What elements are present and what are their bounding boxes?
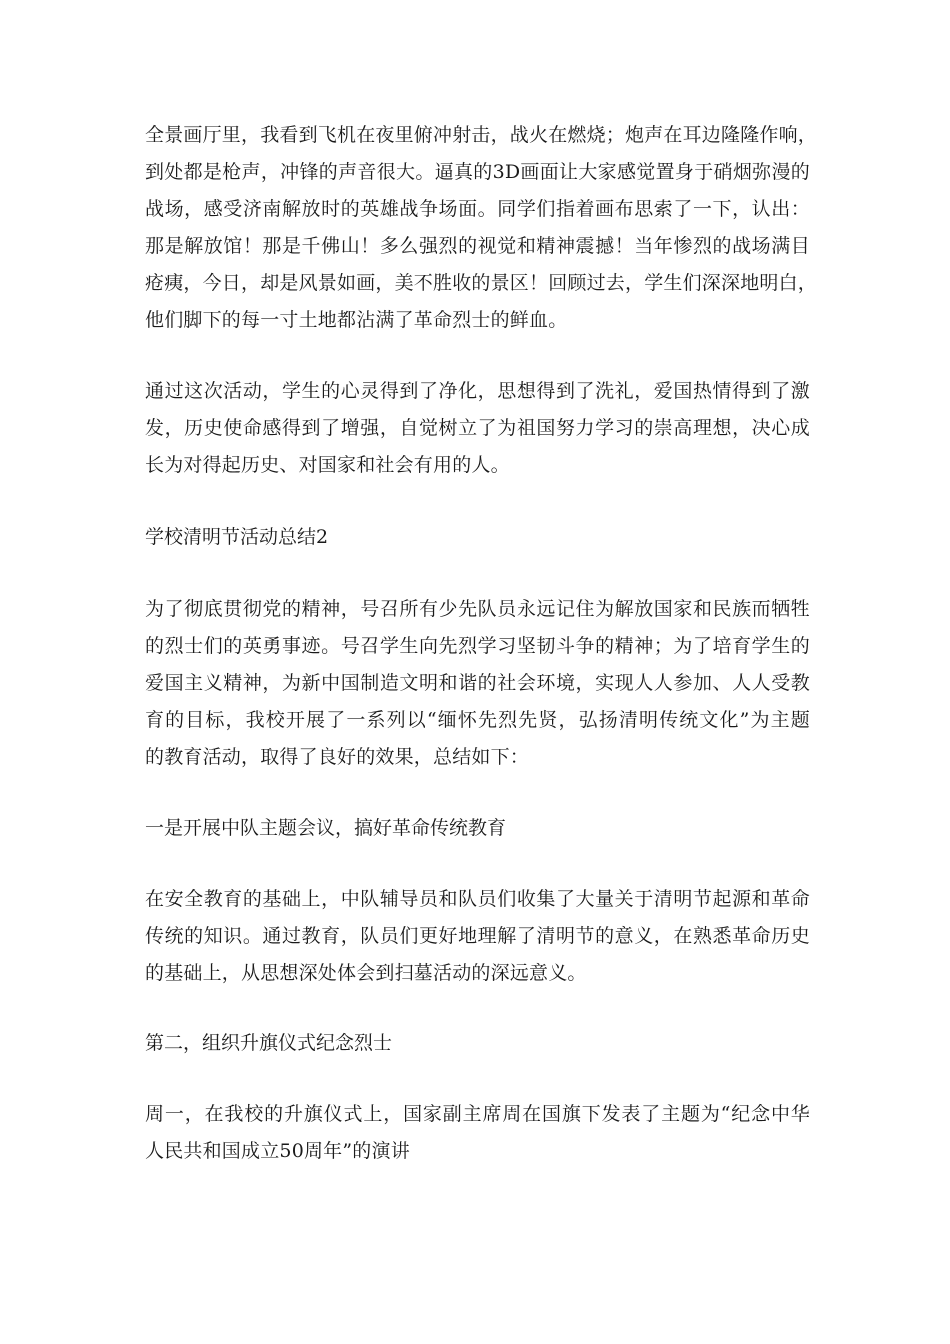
text-line: 战场，感受济南解放时的英雄战争场面。同学们指着画布思索了一下，认出： [145, 198, 810, 220]
section-heading-summary-2 [145, 519, 810, 556]
text-line: 通过这次活动，学生的心灵得到了净化，思想得到了洗礼，爱国热情得到了激 [145, 380, 810, 402]
text-line: 的烈士们的英勇事迹。号召学生向先烈学习坚韧斗争的精神；为了培育学生的 [145, 635, 810, 657]
text-line: 他们脚下的每一寸土地都沾满了革命烈士的鲜血。 [145, 309, 568, 331]
text-line: 的基础上，从思想深处体会到扫墓活动的深远意义。 [145, 962, 587, 984]
text-line: 那是解放馆！那是千佛山！多么强烈的视觉和精神震撼！当年惨烈的战场满目 [145, 235, 810, 257]
section-heading-theme-meeting [145, 810, 810, 847]
paragraph-safety-education [145, 881, 810, 992]
text-line: 长为对得起历史、对国家和社会有用的人。 [145, 454, 510, 476]
text-line: 爱国主义精神，为新中国制造文明和谐的社会环境，实现人人参加、人人受教 [145, 672, 810, 694]
section-heading-flag-ceremony [145, 1025, 810, 1062]
text-line: 全景画厅里，我看到飞机在夜里俯冲射击，战火在燃烧；炮声在耳边隆隆作响， [145, 124, 818, 146]
paragraph-panorama-hall [145, 117, 818, 339]
heading-text: 第二，组织升旗仪式纪念烈士 [145, 1032, 393, 1054]
paragraph-activity-purpose [145, 591, 810, 776]
heading-text: 一是开展中队主题会议，搞好革命传统教育 [145, 817, 507, 839]
heading-text: 学校清明节活动总结2 [145, 526, 329, 548]
text-line: 传统的知识。通过教育，队员们更好地理解了清明节的意义，在熟悉革命历史 [145, 925, 810, 947]
paragraph-activity-outcome [145, 373, 810, 484]
paragraph-monday-speech [145, 1096, 810, 1170]
text-line: 周一，在我校的升旗仪式上，国家副主席周在国旗下发表了主题为“纪念中华 [145, 1103, 810, 1125]
text-line: 为了彻底贯彻党的精神，号召所有少先队员永远记住为解放国家和民族而牺牲 [145, 598, 810, 620]
text-line: 在安全教育的基础上，中队辅导员和队员们收集了大量关于清明节起源和革命 [145, 888, 810, 910]
text-line: 的教育活动，取得了良好的效果，总结如下： [145, 746, 530, 768]
text-line: 育的目标，我校开展了一系列以“缅怀先烈先贤，弘扬清明传统文化”为主题 [145, 709, 810, 731]
text-line: 到处都是枪声，冲锋的声音很大。逼真的3D画面让大家感觉置身于硝烟弥漫的 [145, 161, 810, 183]
text-line: 疮痍，今日，却是风景如画，美不胜收的景区！回顾过去，学生们深深地明白， [145, 272, 818, 294]
text-line: 发，历史使命感得到了增强，自觉树立了为祖国努力学习的崇高理想，决心成 [145, 417, 810, 439]
text-line: 人民共和国成立50周年”的演讲 [145, 1140, 410, 1162]
